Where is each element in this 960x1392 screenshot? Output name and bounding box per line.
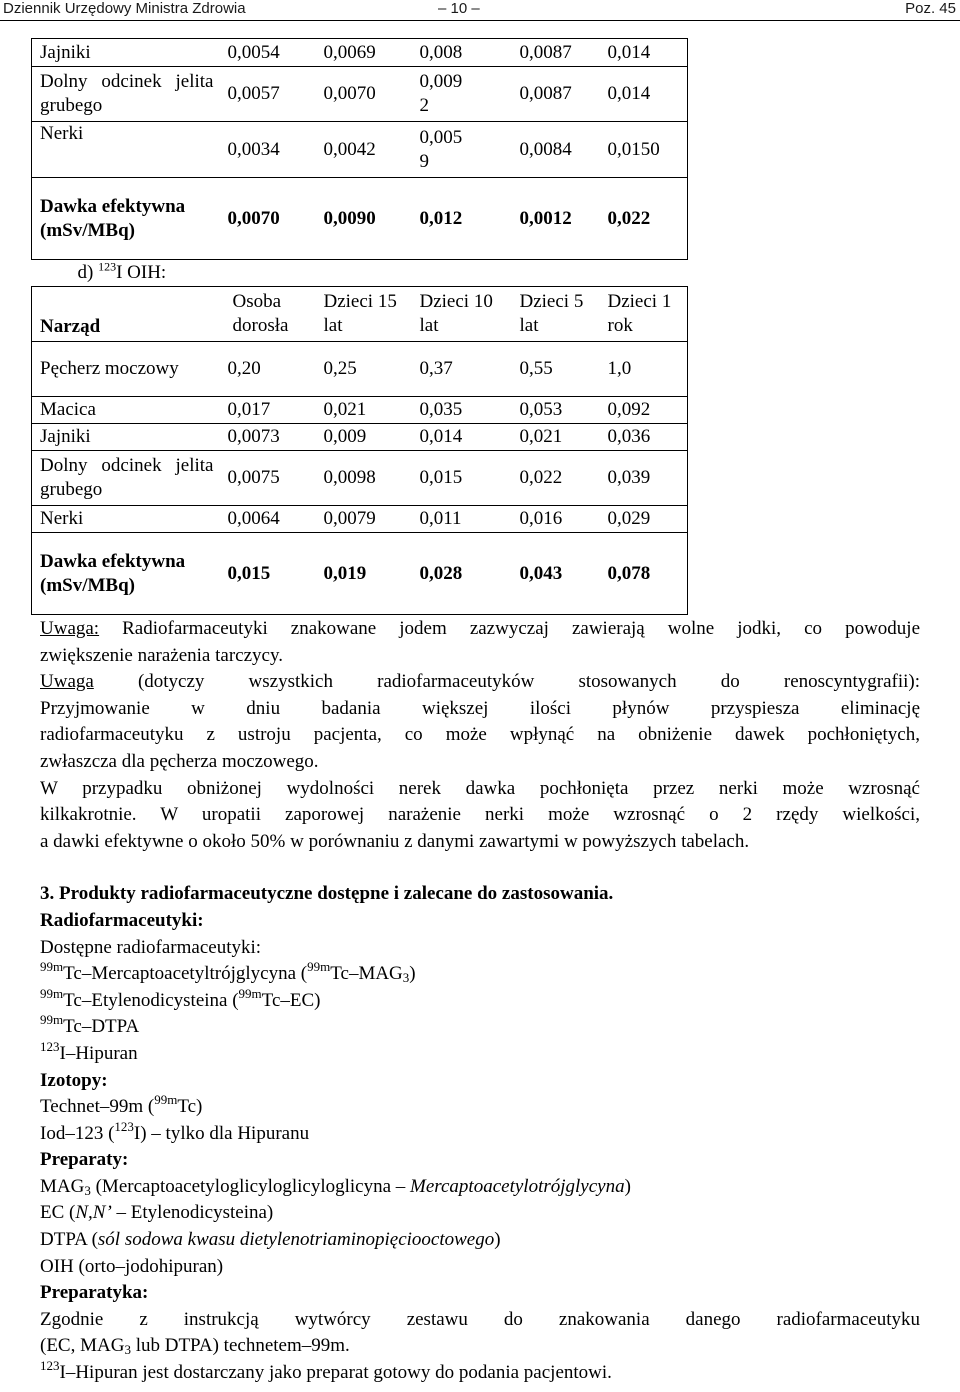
- value-cell: 0,008: [412, 39, 512, 67]
- value-cell: 0,009 2: [412, 67, 512, 122]
- value-cell: 0,017: [220, 397, 316, 424]
- organ-cell: Jajniki: [32, 39, 220, 67]
- dose-value: 0,078: [600, 533, 688, 615]
- value-cell: 0,0034: [220, 122, 316, 178]
- table-row: [32, 122, 688, 178]
- note-2-line: radiofarmaceutyku z ustroju pacjenta, co może wpłynąć na obniżenie dawek pochłoniętych,: [40, 724, 920, 746]
- preparatyka-text: $^{123}$I–Hipuran jest dostarczany jako preparat gotowy do podania pacjentowi.: [40, 1358, 612, 1384]
- dose-value: 0,022: [600, 178, 688, 260]
- dose-value: 0,0090: [316, 178, 412, 260]
- section-d-label: d) $^{123}$I OIH:: [77, 259, 167, 283]
- dose-label: Dawka efektywna (mSv/MBq): [32, 178, 220, 260]
- note-2: Uwaga (dotyczy wszystkich radiofarmaceutyków stosowanych do renoscyntygrafii):: [40, 671, 920, 693]
- dose-tables: [31, 38, 687, 615]
- list-item: $^{99m}$Tc–DTPA: [40, 1012, 140, 1038]
- paragraph-line: kilkakrotnie. W uropatii zaporowej narażenie nerki może wzrosnąć o 2 rzędy wielkości,: [40, 804, 920, 826]
- radiopharmaceuticals-label: Radiofarmaceutyki:: [40, 909, 204, 931]
- dose-value: 0,015: [220, 533, 316, 615]
- section-d-row: [32, 260, 688, 287]
- dose-value: 0,019: [316, 533, 412, 615]
- isotopes-label: Izotopy:: [40, 1069, 108, 1091]
- table-row: [32, 342, 688, 397]
- dose-value: 0,0070: [220, 178, 316, 260]
- preparatyka-label: Preparatyka:: [40, 1282, 149, 1304]
- value-cell: 0,0098: [316, 451, 412, 506]
- table-header-row: [32, 287, 688, 342]
- organ-cell: Macica: [32, 397, 220, 424]
- column-header: Osoba dorosła: [220, 287, 316, 342]
- table-row: [32, 424, 688, 451]
- value-cell: 0,37: [412, 342, 512, 397]
- value-cell: 0,014: [600, 39, 688, 67]
- organ-cell: Pęcherz moczowy: [32, 342, 220, 397]
- header-rule: [0, 20, 960, 21]
- value-cell: 0,0070: [316, 67, 412, 122]
- value-cell: 0,011: [412, 506, 512, 533]
- isotope-item: Iod–123 ($^{123}$I) – tylko dla Hipuranu: [40, 1118, 310, 1144]
- table-row: [32, 451, 688, 506]
- dose-row: [32, 178, 688, 260]
- note-2-line: Przyjmowanie w dniu badania większej ilości płynów przyspiesza eliminację: [40, 697, 920, 719]
- value-cell: 0,016: [512, 506, 600, 533]
- dose-value: 0,028: [412, 533, 512, 615]
- position-number: Poz. 45: [905, 0, 956, 17]
- list-item: $^{99m}$Tc–Mercaptoacetyltrójglycyna $(^{99m}Tc-MAG_3)$: [40, 959, 416, 986]
- organ-header: Narząd: [32, 287, 220, 342]
- available-label: Dostępne radiofarmaceutyki:: [40, 936, 262, 958]
- value-cell: 0,015: [412, 451, 512, 506]
- note-1-cont: zwiększenie narażenia tarczycy.: [40, 644, 283, 666]
- preparation-item: EC (N,N’ – Etylenodicysteina): [40, 1202, 274, 1224]
- value-cell: 0,0079: [316, 506, 412, 533]
- value-cell: 0,039: [600, 451, 688, 506]
- column-header: Dzieci 10 lat: [412, 287, 512, 342]
- paragraph-line: W przypadku obniżonej wydolności nerek dawka pochłonięta przez nerki może wzrosnąć: [40, 777, 920, 799]
- value-cell: 0,0054: [220, 39, 316, 67]
- value-cell: 0,0150: [600, 122, 688, 178]
- page-number: – 10 –: [438, 0, 480, 17]
- value-cell: 0,0064: [220, 506, 316, 533]
- value-cell: 0,036: [600, 424, 688, 451]
- column-header: Dzieci 5 lat: [512, 287, 600, 342]
- value-cell: 0,25: [316, 342, 412, 397]
- table-row: [32, 39, 688, 67]
- value-cell: 0,035: [412, 397, 512, 424]
- organ-cell: Nerki: [32, 122, 220, 178]
- value-cell: 0,20: [220, 342, 316, 397]
- journal-title: Dziennik Urzędowy Ministra Zdrowia: [3, 0, 246, 17]
- value-cell: 1,0: [600, 342, 688, 397]
- section-3-heading: 3. Produkty radiofarmaceutyczne dostępne i zalecane do zastosowania.: [40, 883, 614, 905]
- preparation-item: DTPA (sól sodowa kwasu dietylenotriaminopięciooctowego): [40, 1229, 501, 1251]
- dose-label: Dawka efektywna (mSv/MBq): [32, 533, 220, 615]
- paragraph-line: a dawki efektywne o około 50% w porównaniu z danymi zawartymi w powyższych tabelach.: [40, 830, 750, 852]
- preparation-item: OIH (orto–jodohipuran): [40, 1255, 224, 1277]
- note-1: Uwaga: Radiofarmaceutyki znakowane jodem zazwyczaj zawierają wolne jodki, co powoduje: [40, 618, 920, 639]
- dose-value: 0,0012: [512, 178, 600, 260]
- organ-cell: Jajniki: [32, 424, 220, 451]
- value-cell: 0,029: [600, 506, 688, 533]
- value-cell: 0,021: [512, 424, 600, 451]
- value-cell: 0,0087: [512, 67, 600, 122]
- dose-table: [31, 38, 688, 615]
- value-cell: 0,0075: [220, 451, 316, 506]
- dose-value: 0,012: [412, 178, 512, 260]
- list-item: $^{99m}$Tc–Etylenodicysteina ($^{99m}$Tc–EC): [40, 985, 321, 1011]
- value-cell: 0,021: [316, 397, 412, 424]
- value-cell: 0,009: [316, 424, 412, 451]
- table-row: [32, 397, 688, 424]
- organ-cell: Dolny odcinek jelita grubego: [32, 451, 220, 506]
- value-cell: 0,55: [512, 342, 600, 397]
- value-cell: 0,014: [412, 424, 512, 451]
- value-cell: 0,0084: [512, 122, 600, 178]
- table-row: [32, 506, 688, 533]
- organ-cell: Nerki: [32, 506, 220, 533]
- column-header: Dzieci 1 rok: [600, 287, 688, 342]
- value-cell: 0,022: [512, 451, 600, 506]
- value-cell: 0,014: [600, 67, 688, 122]
- isotope-item: Technet–99m ($^{99m}$Tc): [40, 1092, 203, 1118]
- organ-cell: Dolny odcinek jelita grubego: [32, 67, 220, 122]
- value-cell: 0,0073: [220, 424, 316, 451]
- column-header: Dzieci 15 lat: [316, 287, 412, 342]
- preparatyka-text: (EC, $MAG_3$ lub DTPA) technetem–99m.: [40, 1335, 350, 1358]
- value-cell: 0,0069: [316, 39, 412, 67]
- table-row: [32, 67, 688, 122]
- page-header: [0, 0, 960, 21]
- note-2-line: zwłaszcza dla pęcherza moczowego.: [40, 750, 319, 772]
- value-cell: 0,092: [600, 397, 688, 424]
- value-cell: 0,0087: [512, 39, 600, 67]
- preparatyka-text: Zgodnie z instrukcją wytwórcy zestawu do znakowania danego radiofarmaceutyku: [40, 1308, 920, 1330]
- value-cell: 0,0042: [316, 122, 412, 178]
- preparations-label: Preparaty:: [40, 1149, 129, 1171]
- dose-row: [32, 533, 688, 615]
- dose-value: 0,043: [512, 533, 600, 615]
- value-cell: 0,0057: [220, 67, 316, 122]
- value-cell: 0,005 9: [412, 122, 512, 178]
- value-cell: 0,053: [512, 397, 600, 424]
- preparation-item: $MAG_3$ (Mercaptoacetyloglicyloglicyloglicyna – Mercaptoacetylotrójglycyna): [40, 1175, 631, 1198]
- spacer: [40, 855, 920, 881]
- list-item: $^{123}$I–Hipuran: [40, 1038, 138, 1064]
- body-text: [40, 616, 920, 1387]
